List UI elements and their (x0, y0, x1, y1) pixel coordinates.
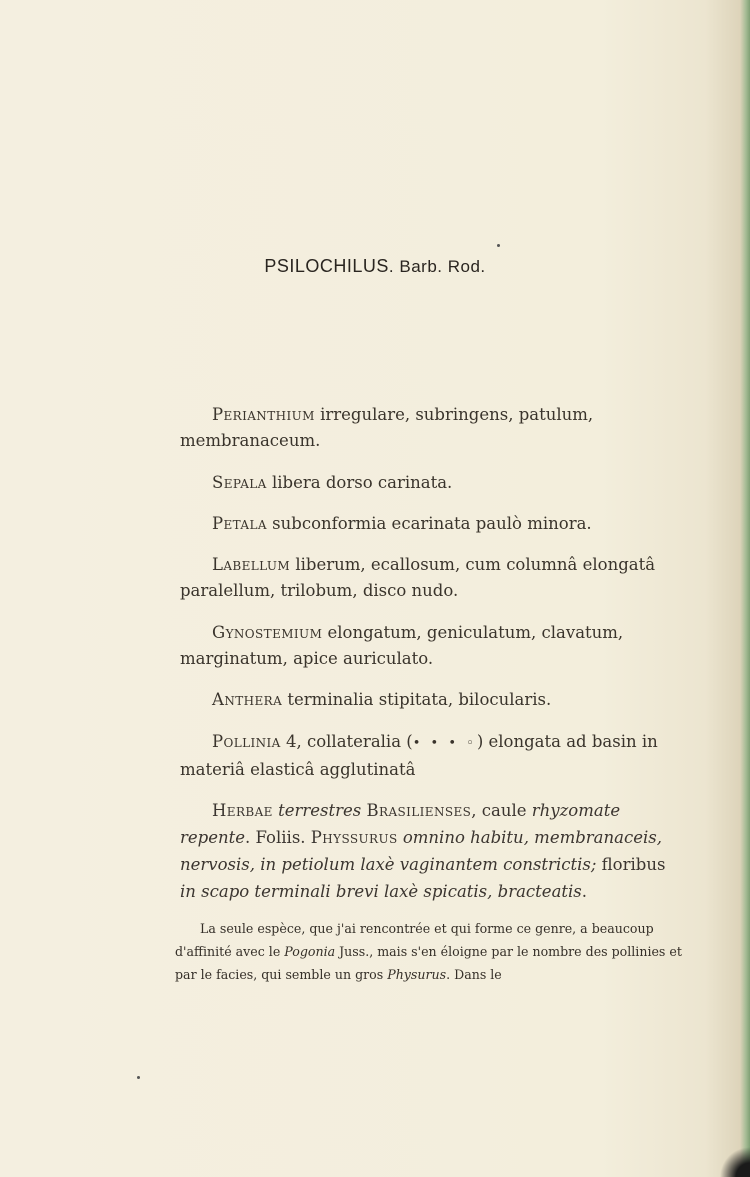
page-title: PSILOCHILUS. Barb. Rod. (264, 256, 486, 276)
paragraph-text: subconformia ecarinata paulò minora. (266, 514, 592, 533)
term: Labellum (212, 555, 291, 574)
italic-text: omnino habitu, membranaceis, nervosis, in petiolum laxè vaginantem constrictis; (180, 828, 662, 874)
paragraph-petala (180, 511, 685, 537)
italic-text: in scapo terminali brevi laxè spicatis, bracteatis (180, 882, 582, 901)
italic-text: Pogonia (284, 944, 336, 959)
ink-speck (497, 244, 500, 247)
page-edge (740, 0, 750, 1177)
paragraph-text: libera dorso carinata. (266, 473, 453, 492)
genus-name: PSILOCHILUS (264, 256, 389, 276)
paragraph-text: floribus (596, 855, 666, 874)
paragraph-text: 4, collateralia ( (280, 732, 413, 751)
italic-text: rhyzomate repente (180, 801, 621, 847)
paragraph-sepala (180, 470, 685, 496)
paragraph-perianthium (180, 402, 685, 454)
paragraph-text: , caule (471, 801, 532, 820)
genus-author: Barb. Rod. (399, 257, 486, 276)
note-text: . Dans le (446, 967, 502, 982)
note-text: La seule espèce, que j'ai rencontrée et qui forme ce genre, a beaucoup d'affinité avec le (175, 921, 654, 959)
pollinia-dots: • • • ◦ (412, 736, 477, 751)
paragraph-text: . (581, 882, 588, 901)
paragraph-anthera (180, 687, 685, 713)
term: Pollinia (212, 732, 281, 751)
term: Perianthium (212, 405, 315, 424)
term: Herbae (212, 801, 273, 820)
term: Physsurus (310, 828, 398, 847)
term: Gynostemium (212, 623, 323, 642)
paragraph-text: ) elongata ad basin in materiâ elasticâ agglutinatâ (180, 732, 658, 779)
ink-speck (137, 1076, 140, 1079)
term: Anthera (212, 690, 283, 709)
paragraph-gynostemium (180, 620, 685, 672)
paragraph-text: irregulare, subringens, patulum, membranaceum. (180, 405, 594, 450)
italic-text: terrestres (272, 801, 367, 820)
paragraph-text: terminalia stipitata, bilocularis. (282, 690, 552, 709)
footnote (175, 917, 683, 986)
paragraph-text: liberum, ecallosum, cum columnâ elongatâ paralellum, trilobum, disco nudo. (180, 555, 656, 600)
paragraph-herbae (180, 797, 685, 905)
page-corner-shadow (710, 1137, 750, 1177)
paragraph-text: . Foliis. (245, 828, 311, 847)
italic-text: Physurus (387, 967, 447, 982)
paragraph-labellum (180, 552, 685, 604)
term: Brasilienses (366, 801, 472, 820)
paragraph-pollinia (180, 729, 685, 783)
term: Sepala (212, 473, 267, 492)
term: Petala (212, 514, 267, 533)
paragraph-text: elongatum, geniculatum, clavatum, marginatum, apice auriculato. (180, 623, 624, 668)
note-text: Juss., mais s'en éloigne par le nombre des pollinies et par le facies, qui semble un gros (175, 944, 682, 982)
